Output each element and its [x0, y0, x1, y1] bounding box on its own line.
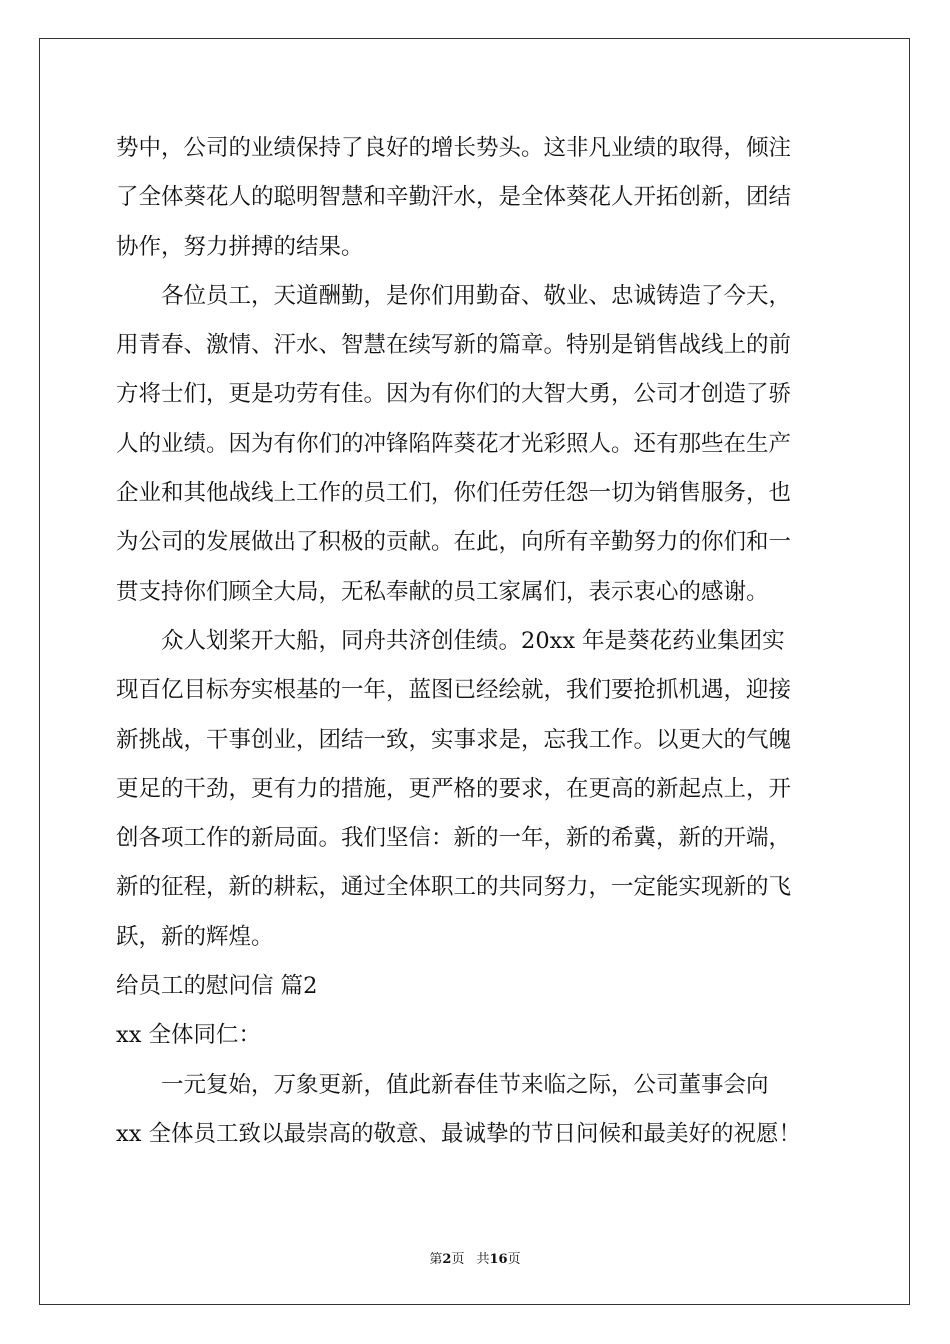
paragraph: [116, 1061, 834, 1160]
section-heading: [116, 962, 834, 1011]
total-unit: 页: [507, 1252, 521, 1267]
paragraph: [116, 617, 834, 962]
text-line: xx 全体同仁：: [116, 1022, 262, 1049]
page-total: 16: [489, 1252, 508, 1267]
salutation: [116, 1011, 834, 1060]
paragraph: [116, 272, 834, 617]
page-prefix: 第: [429, 1252, 443, 1267]
text-line: xx 全体员工致以最崇高的敬意、最诚挚的节日问候和最美好的祝愿！: [116, 1120, 802, 1147]
text-line: 为公司的发展做出了积极的贡献。在此，向所有辛勤努力的你们和一: [116, 529, 792, 556]
text-line: 一元复始，万象更新，值此新春佳节来临之际，公司董事会向: [161, 1071, 769, 1098]
page-current: 2: [442, 1252, 452, 1267]
text-line: 用青春、激情、汗水、智慧在续写新的篇章。特别是销售战线上的前: [116, 332, 792, 359]
page-unit: 页: [451, 1252, 465, 1267]
text-line: 给员工的慰问信 篇2: [116, 973, 318, 1000]
text-line: 新挑战，干事创业，团结一致，实事求是，忘我工作。以更大的气魄: [116, 726, 792, 753]
text-line: 各位员工，天道酬勤，是你们用勤奋、敬业、忠诚铸造了今天，: [161, 282, 792, 309]
text-line: 众人划桨开大船，同舟共济创佳绩。20xx 年是葵花药业集团实: [161, 627, 785, 654]
text-line: 贯支持你们顾全大局，无私奉献的员工家属们，表示衷心的感谢。: [116, 578, 769, 605]
text-line: 势中，公司的业绩保持了良好的增长势头。这非凡业绩的取得，倾注: [116, 135, 792, 161]
text-line: 了全体葵花人的聪明智慧和辛勤汗水，是全体葵花人开拓创新，团结: [116, 184, 792, 211]
paragraph: [116, 124, 834, 272]
text-line: 协作，努力拼搏的结果。: [116, 233, 364, 260]
total-prefix: 共: [476, 1252, 490, 1267]
text-line: 人的业绩。因为有你们的冲锋陷阵葵花才光彩照人。还有那些在生产: [116, 430, 792, 457]
text-line: 新的征程，新的耕耘，通过全体职工的共同努力，一定能实现新的飞: [116, 874, 792, 901]
text-line: 现百亿目标夯实根基的一年，蓝图已经绘就，我们要抢抓机遇，迎接: [116, 677, 792, 704]
text-line: 方将士们，更是功劳有佳。因为有你们的大智大勇，公司才创造了骄: [116, 381, 792, 408]
document-body: [116, 124, 834, 1159]
text-line: 跃，新的辉煌。: [116, 923, 274, 950]
text-line: 创各项工作的新局面。我们坚信：新的一年，新的希冀，新的开端，: [116, 825, 792, 852]
text-line: 企业和其他战线上工作的员工们，你们任劳任怨一切为销售服务，也: [116, 480, 792, 507]
text-line: 更足的干劲，更有力的措施，更严格的要求，在更高的新起点上，开: [116, 775, 792, 802]
page-footer: [0, 1248, 950, 1267]
